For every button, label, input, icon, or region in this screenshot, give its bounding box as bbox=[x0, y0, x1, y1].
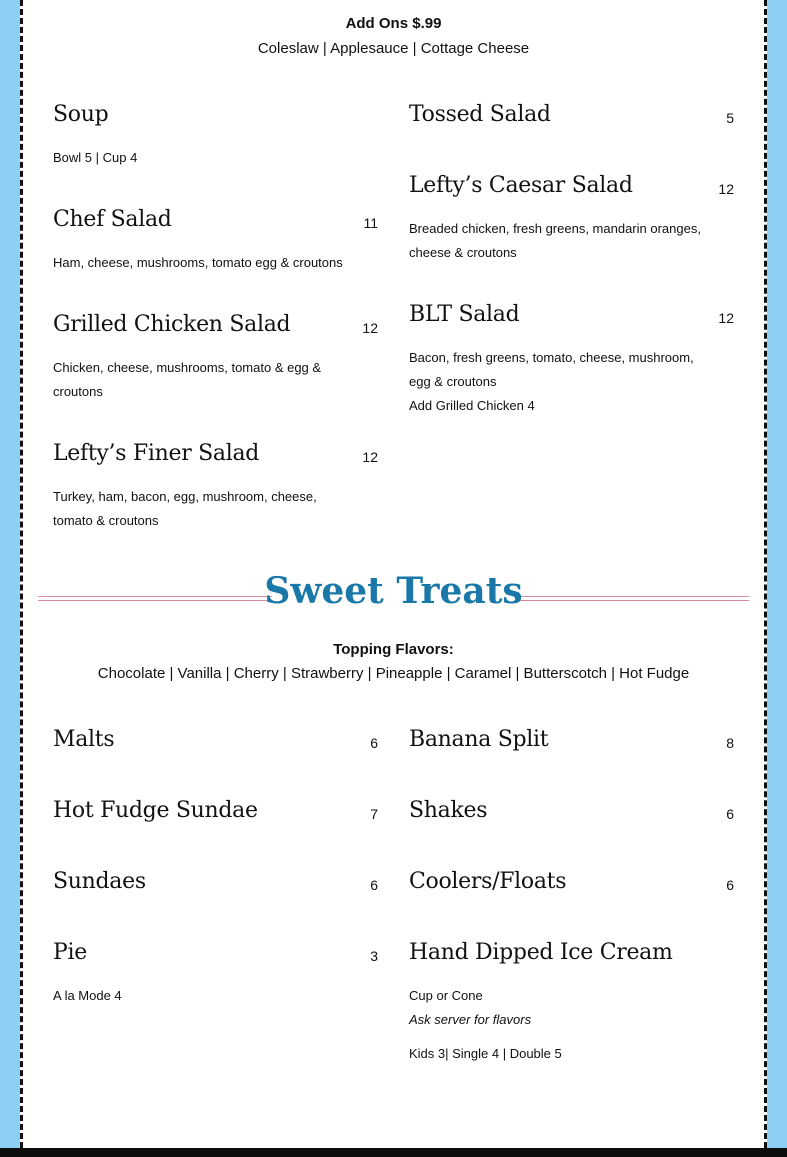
item-price-pie: 3 bbox=[370, 948, 378, 964]
section-title-sweet-treats: Sweet Treats bbox=[264, 570, 523, 612]
item-desc-blt-salad-3: Add Grilled Chicken 4 bbox=[409, 398, 535, 413]
addons-list: Coleslaw | Applesauce | Cottage Cheese bbox=[257, 40, 530, 57]
item-name-hot-fudge-sundae: Hot Fudge Sundae bbox=[53, 798, 258, 823]
item-price-chef-salad: 11 bbox=[363, 215, 378, 231]
item-name-blt-salad: BLT Salad bbox=[409, 302, 520, 327]
addons-title: Add Ons $.99 bbox=[345, 15, 442, 32]
item-price-leftys-finer-salad: 12 bbox=[362, 449, 378, 465]
item-desc-hand-dipped-ice-cream-1: Cup or Cone bbox=[409, 988, 483, 1003]
item-desc-grilled-chicken-salad-1: Chicken, cheese, mushrooms, tomato & egg & bbox=[53, 360, 322, 375]
item-name-grilled-chicken-salad: Grilled Chicken Salad bbox=[53, 312, 291, 337]
item-name-sundaes: Sundaes bbox=[53, 869, 146, 894]
item-price-sundaes: 6 bbox=[370, 877, 378, 893]
item-desc-chef-salad: Ham, cheese, mushrooms, tomato egg & croutons bbox=[53, 255, 343, 270]
item-price-blt-salad: 12 bbox=[718, 310, 734, 326]
item-desc-leftys-caesar-salad-2: cheese & croutons bbox=[409, 245, 517, 260]
item-price-malts: 6 bbox=[370, 735, 378, 751]
bottom-bar bbox=[0, 1148, 787, 1157]
item-name-pie: Pie bbox=[53, 940, 87, 965]
item-desc-leftys-finer-salad-1: Turkey, ham, bacon, egg, mushroom, cheese, bbox=[53, 489, 317, 504]
item-name-chef-salad: Chef Salad bbox=[53, 207, 172, 232]
item-price-tossed-salad: 5 bbox=[726, 110, 734, 126]
item-desc-leftys-finer-salad-2: tomato & croutons bbox=[53, 513, 159, 528]
item-price-shakes: 6 bbox=[726, 806, 734, 822]
item-price-grilled-chicken-salad: 12 bbox=[362, 320, 378, 336]
item-desc-soup: Bowl 5 | Cup 4 bbox=[53, 150, 138, 165]
item-desc-hand-dipped-ice-cream-3: Kids 3| Single 4 | Double 5 bbox=[409, 1046, 562, 1061]
item-price-hot-fudge-sundae: 7 bbox=[370, 806, 378, 822]
item-name-leftys-finer-salad: Lefty’s Finer Salad bbox=[53, 441, 260, 466]
item-desc-pie: A la Mode 4 bbox=[53, 988, 122, 1003]
item-name-hand-dipped-ice-cream: Hand Dipped Ice Cream bbox=[409, 940, 673, 965]
item-name-coolers-floats: Coolers/Floats bbox=[409, 869, 567, 894]
item-price-banana-split: 8 bbox=[726, 735, 734, 751]
topping-list: Chocolate | Vanilla | Cherry | Strawberry | Pineapple | Caramel | Butterscotch | Hot Fudge bbox=[97, 665, 690, 682]
item-desc-blt-salad-2: egg & croutons bbox=[409, 374, 497, 389]
item-price-coolers-floats: 6 bbox=[726, 877, 734, 893]
item-desc-grilled-chicken-salad-2: croutons bbox=[53, 384, 103, 399]
item-name-banana-split: Banana Split bbox=[409, 727, 549, 752]
item-name-shakes: Shakes bbox=[409, 798, 488, 823]
item-name-leftys-caesar-salad: Lefty’s Caesar Salad bbox=[409, 173, 633, 198]
item-name-malts: Malts bbox=[53, 727, 115, 752]
topping-title: Topping Flavors: bbox=[333, 641, 454, 658]
item-desc-leftys-caesar-salad-1: Breaded chicken, fresh greens, mandarin oranges, bbox=[409, 221, 701, 236]
item-name-tossed-salad: Tossed Salad bbox=[409, 102, 551, 127]
item-desc-hand-dipped-ice-cream-2: Ask server for flavors bbox=[409, 1012, 532, 1027]
item-name-soup: Soup bbox=[53, 102, 109, 127]
item-price-leftys-caesar-salad: 12 bbox=[718, 181, 734, 197]
item-desc-blt-salad-1: Bacon, fresh greens, tomato, cheese, mushroom, bbox=[409, 350, 694, 365]
